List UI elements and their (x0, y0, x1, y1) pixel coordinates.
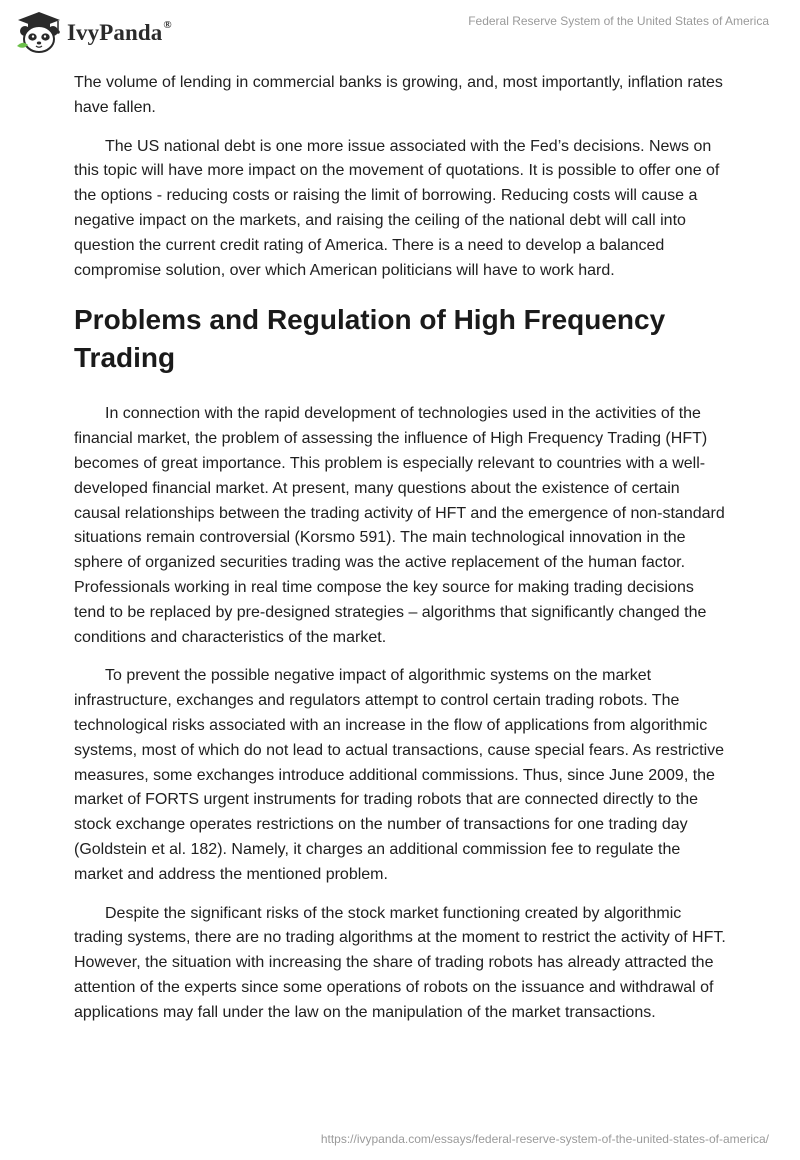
brand-name: IvyPanda® (67, 19, 172, 45)
paragraph-3: In connection with the rapid development of technologies used in the activities of the financial market, the problem of assessing the influence of High Frequency Trading (HFT) becomes of great importance. This problem is especially relevant to countries with a well-developed financial market. At present, many questions about the existence of certain causal relationships between the trading activity of HFT and the emergence of non-standard situations remain controversial (Korsmo 591). The main technological innovation in the sphere of organized securities trading was the active replacement of the human factor. Professionals working in real time compose the key source for making trading decisions tend to be replaced by pre-designed strategies – algorithms that significantly changed the conditions and characteristics of the market. (74, 405, 725, 646)
source-url[interactable]: https://ivypanda.com/essays/federal-reserve-system-of-the-united-states-of-america/ (320, 1132, 769, 1146)
brand-registered-mark: ® (163, 19, 172, 31)
brand-logo[interactable] (14, 10, 172, 54)
paragraph-2: The US national debt is one more issue associated with the Fed’s decisions. News on this topic will have more impact on the movement of quotations. It is possible to offer one of the options - reducing costs or raising the limit of borrowing. Reducing costs will cause a negative impact on the markets, and raising the ceiling of the national debt will call into question the current credit rating of America. There is a need to develop a balanced compromise solution, over which American politicians will have to work hard. (74, 137, 720, 279)
document-title: Federal Reserve System of the United States of America (468, 14, 769, 28)
paragraph-1: The volume of lending in commercial banks is growing, and, most importantly, inflation rates have fallen. (74, 74, 723, 116)
paragraph-4: To prevent the possible negative impact of algorithmic systems on the market infrastructure, exchanges and regulators attempt to control certain trading robots. The technological risks associated with an increase in the flow of applications from algorithmic systems, most of which do not lead to actual transactions, cause special fears. As restrictive measures, some exchanges introduce additional commissions. Thus, since June 2009, the market of FORTS urgent instruments for trading robots that are connected directly to the stock exchange operates restrictions on the number of transactions for one trading day (Goldstein et al. 182). Namely, it charges an additional commission fee to regulate the market and address the mentioned problem. (74, 667, 725, 883)
article-body (74, 71, 729, 1040)
page-header (0, 0, 800, 60)
section-heading: Problems and Regulation of High Frequency Trading (74, 304, 666, 374)
panda-graduate-icon (14, 10, 64, 54)
paragraph-5: Despite the significant risks of the stock market functioning created by algorithmic trading systems, there are no trading algorithms at the moment to restrict the activity of HFT. However, the situation with increasing the share of trading robots has already attracted the attention of the experts since some operations of robots on the issuance and withdrawal of applications may fall under the law on the manipulation of the market transactions. (74, 904, 726, 1021)
